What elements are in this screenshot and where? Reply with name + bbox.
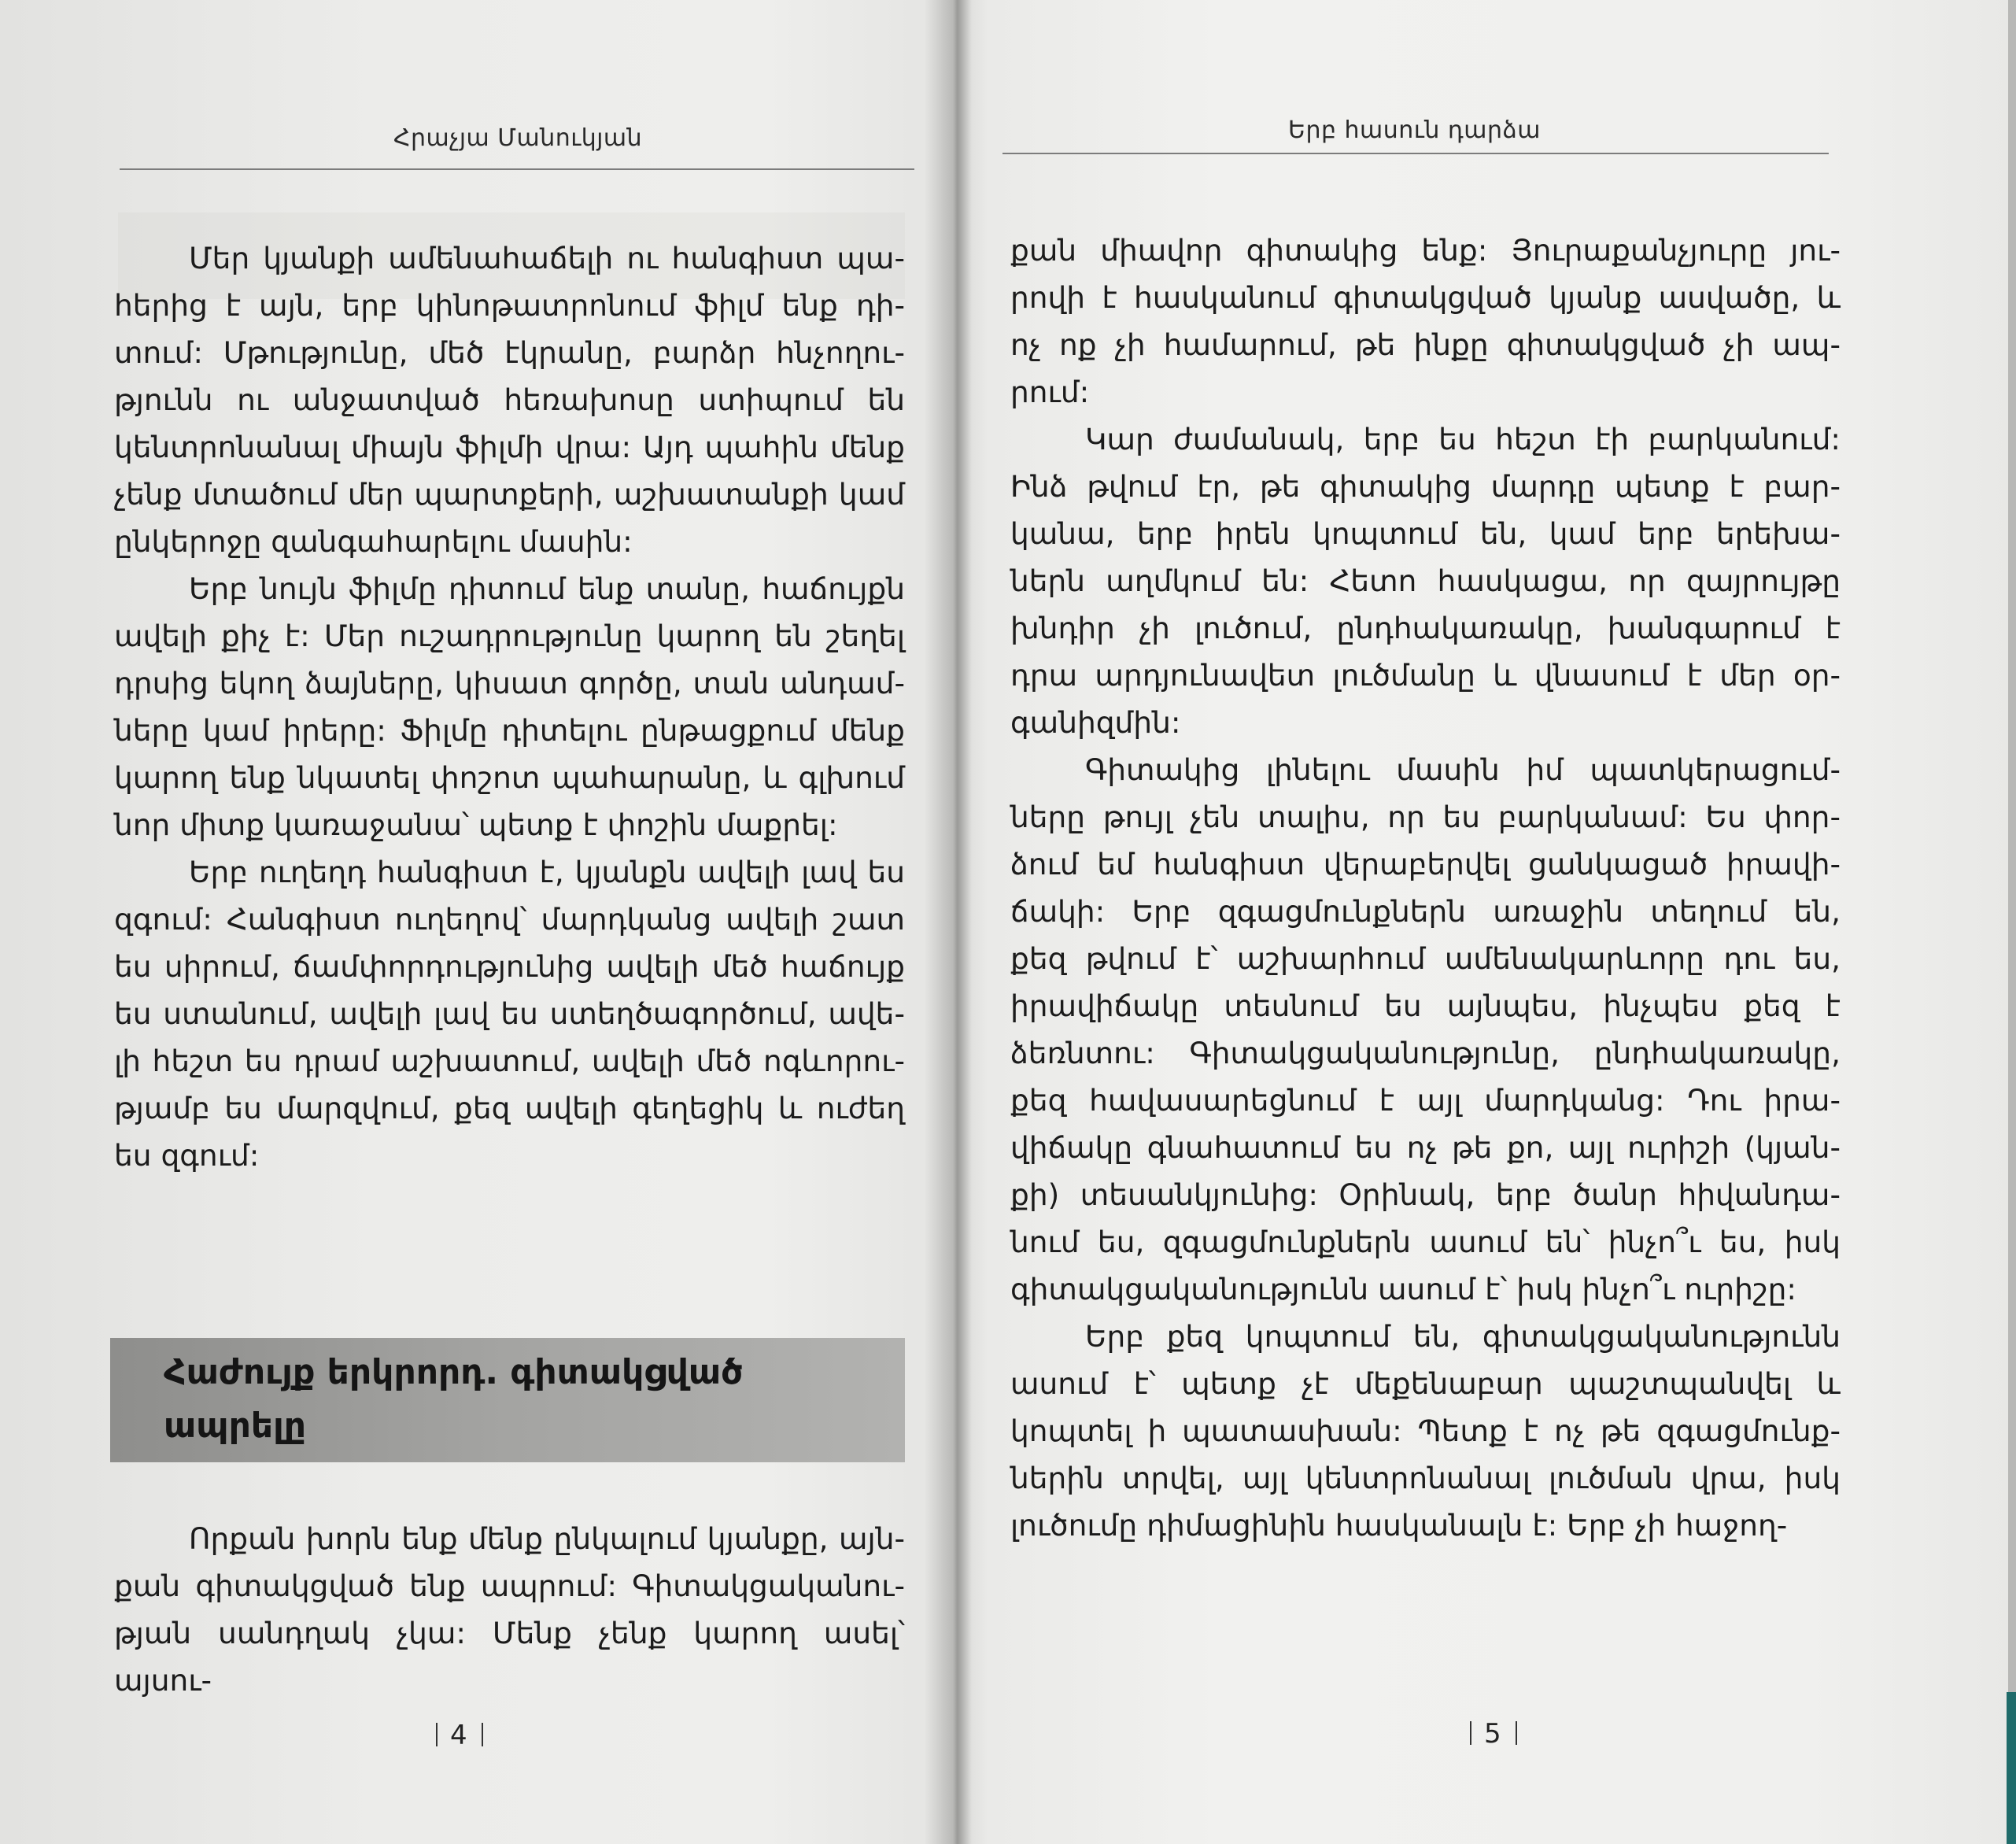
text-line: ավելի քիչ է: Մեր ուշադրությունը կարող են շեղել xyxy=(114,619,905,653)
page-number-divider xyxy=(1470,1721,1471,1745)
section-title-line: ապրելը xyxy=(164,1406,306,1446)
left-page xyxy=(0,0,954,1844)
left-after-section-text xyxy=(114,1515,905,1704)
paragraph xyxy=(114,565,905,848)
text-line: տում: Մթությունը, մեծ էկրանը, բարձր հնչողու- xyxy=(114,335,905,370)
paragraph xyxy=(1010,1313,1841,1549)
paragraph xyxy=(1010,746,1841,1313)
right-page xyxy=(954,0,2016,1844)
paragraph xyxy=(1010,416,1841,746)
text-line: ները կամ իրերը: Ֆիլմը դիտելու ընթացքում մենք xyxy=(114,713,905,748)
text-line: րում: xyxy=(1010,375,1090,409)
page-number-divider xyxy=(1516,1721,1517,1745)
text-line: Երբ ուղեղդ հանգիստ է, կյանքն ավելի լավ ես xyxy=(189,855,905,889)
left-body-text xyxy=(114,235,905,1179)
text-line: քեզ հավասարեցնում է այլ մարդկանց: Դու իրա- xyxy=(1010,1083,1841,1118)
text-line: դրսից եկող ձայները, կիսատ գործը, տան անդամ- xyxy=(114,666,905,700)
left-head-rule xyxy=(120,168,914,170)
text-line: լի հեշտ ես դրամ աշխատում, ավելի մեծ ոգևորու- xyxy=(114,1044,905,1078)
text-line: ձում եմ հանգիստ վերաբերվել ցանկացած իրավի- xyxy=(1010,847,1841,881)
text-line: նում ես, զգացմունքներն ասում են՝ ինչո՞ւ ես, իսկ xyxy=(1010,1225,1841,1259)
section-heading-box xyxy=(110,1338,905,1462)
text-line: ներն աղմկում են: Հետո հասկացա, որ զայրույթը xyxy=(1010,564,1841,598)
text-line: թյամբ ես մարզվում, քեզ ավելի գեղեցիկ և ուժեղ xyxy=(114,1091,905,1125)
text-line: կոպտել ի պատասխան: Պետք է ոչ թե զգացմունք- xyxy=(1010,1413,1841,1448)
text-line: հերից է այն, երբ կինոթատրոնում ֆիլմ ենք դի- xyxy=(114,288,905,323)
text-line: ները թույլ չեն տալիս, որ ես բարկանամ: Ես փոր- xyxy=(1010,800,1841,834)
text-line: ընկերոջը զանգահարելու մասին: xyxy=(114,524,633,559)
paragraph xyxy=(114,1515,905,1704)
text-line: քի) տեսանկյունից: Օրինակ, երբ ծանր հիվանդա- xyxy=(1010,1177,1841,1212)
text-line: լուծումը դիմացինին հասկանալն է: Երբ չի հաջող- xyxy=(1010,1508,1788,1543)
section-title-line: Հաժույք երկրորդ. գիտակցված xyxy=(164,1352,744,1392)
paragraph xyxy=(114,235,905,565)
text-line: չենք մտածում մեր պարտքերի, աշխատանքի կամ xyxy=(114,477,905,512)
text-line: դրա արդյունավետ լուծմանը և վնասում է մեր օր- xyxy=(1010,658,1841,693)
text-line: զգում: Հանգիստ ուղեղով՝ մարդկանց ավելի շատ xyxy=(114,902,905,937)
text-line: գանիզմին: xyxy=(1010,705,1181,740)
text-line: կենտրոնանալ միայն ֆիլմի վրա: Այդ պահին մենք xyxy=(114,430,905,464)
page-edge xyxy=(2008,0,2016,1844)
text-line: իրավիճակը տեսնում ես այնպես, ինչպես քեզ է xyxy=(1010,989,1841,1023)
text-line: Մեր կյանքի ամենահաճելի ու հանգիստ պա- xyxy=(189,241,905,275)
text-line: Ինձ թվում էր, թե գիտակից մարդը պետք է բար- xyxy=(1010,469,1841,504)
text-line: նոր միտք կառաջանա՝ պետք է փոշին մաքրել: xyxy=(114,807,838,842)
text-line: Երբ քեզ կոպտում են, գիտակցականությունն xyxy=(1085,1319,1841,1354)
text-line: ձեռնտու: Գիտակցականությունը, ընդհակառակը, xyxy=(1010,1036,1841,1070)
text-line: ես ստանում, ավելի լավ ես ստեղծագործում, ավե- xyxy=(114,996,905,1031)
cover-edge xyxy=(2007,1692,2016,1844)
text-line: գիտակցականությունն ասում է՝ իսկ ինչո՞ւ ուրիշը: xyxy=(1010,1272,1797,1306)
text-line: ճակի: Երբ զգացմունքներն առաջին տեղում են, xyxy=(1010,894,1841,929)
paragraph xyxy=(1010,227,1841,416)
text-line: ասում է՝ պետք չէ մեքենաբար պաշտպանվել և xyxy=(1010,1366,1841,1401)
page-number-divider xyxy=(436,1723,438,1746)
text-line: խնդիր չի լուծում, ընդհակառակը, խանգարում է xyxy=(1010,611,1841,645)
text-line: քան գիտակցված ենք ապրում: Գիտակցականու- xyxy=(114,1569,905,1603)
page-number-value: 4 xyxy=(450,1720,469,1751)
paragraph xyxy=(114,848,905,1179)
text-line: ես զգում: xyxy=(114,1138,260,1173)
text-line: Գիտակից լինելու մասին իմ պատկերացում- xyxy=(1085,752,1841,787)
left-page-number xyxy=(423,1720,496,1751)
text-line: Կար ժամանակ, երբ ես հեշտ էի բարկանում: xyxy=(1085,422,1841,456)
left-running-head: Հրաչյա Մանուկյան xyxy=(393,124,643,152)
text-line: քան միավոր գիտակից ենք: Յուրաքանչյուրը յու- xyxy=(1010,233,1841,268)
book-gutter xyxy=(925,0,988,1844)
text-line: վիճակը գնահատում ես ոչ թե քո, այլ ուրիշի (կյան- xyxy=(1010,1130,1841,1165)
right-body-text xyxy=(1010,227,1841,1549)
section-title xyxy=(164,1346,888,1453)
page-number-divider xyxy=(482,1723,483,1746)
text-line: ես սիրում, ճամփորդությունից ավելի մեծ հաճույք xyxy=(114,949,905,984)
text-line: կանա, երբ իրեն կոպտում են, կամ երբ երեխա- xyxy=(1010,516,1841,551)
text-line: կարող ենք նկատել փոշոտ պահարանը, և գլխում xyxy=(114,760,905,795)
text-line: թյան սանդղակ չկա: Մենք չենք կարող ասել՝ այսու- xyxy=(114,1616,905,1698)
text-line: րովի է հասկանում գիտակցված կյանք ասվածը, և xyxy=(1010,280,1841,315)
right-page-number xyxy=(1457,1718,1530,1750)
right-running-head: Երբ հասուն դարձա xyxy=(1288,116,1541,144)
text-line: թյունն ու անջատված հեռախոսը ստիպում են xyxy=(114,382,905,417)
text-line: քեզ թվում է՝ աշխարհում ամենակարևորը դու ես, xyxy=(1010,941,1841,976)
text-line: Երբ նույն ֆիլմը դիտում ենք տանը, հաճույքն xyxy=(189,571,905,606)
page-number-value: 5 xyxy=(1484,1718,1503,1750)
text-line: ոչ ոք չի համարում, թե ինքը գիտակցված չի ապ- xyxy=(1010,327,1841,362)
right-head-rule xyxy=(1002,153,1829,154)
text-line: Որքան խորն ենք մենք ընկալում կյանքը, այն- xyxy=(189,1521,905,1556)
text-line: ներին տրվել, այլ կենտրոնանալ լուծման վրա, իսկ xyxy=(1010,1461,1841,1495)
